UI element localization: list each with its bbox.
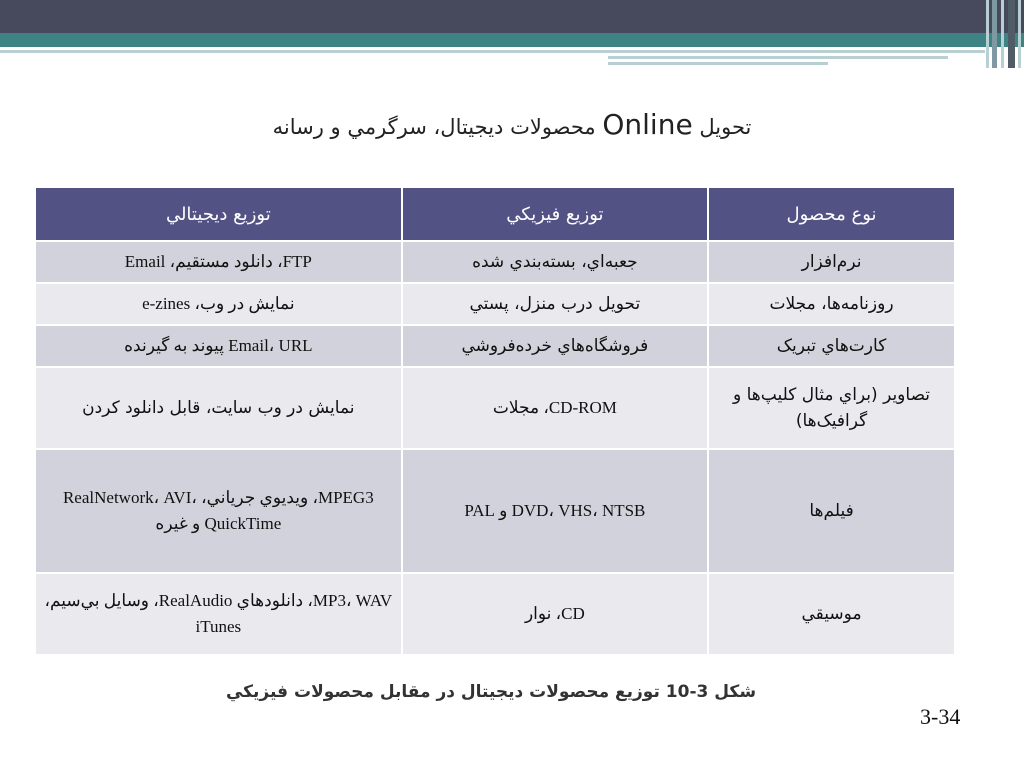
table-header-row: [35, 187, 955, 241]
title-part-post: محصولات ديجيتال، سرگرمي و رسانه: [272, 115, 603, 139]
header-teal-band: [0, 33, 1024, 47]
distribution-table: [34, 186, 956, 656]
cell-digital: MPEG3، ويديوي جرياني، RealNetwork، AVI، QuickTime و غيره: [35, 449, 402, 573]
header-product-type: نوع محصول: [708, 187, 955, 241]
corner-stripe-4: [1008, 0, 1015, 68]
table-row: [35, 367, 955, 449]
header-physical-distribution: توزيع فيزيکي: [402, 187, 708, 241]
cell-physical: فروشگاه‌هاي خرده‌فروشي: [402, 325, 708, 367]
cell-product: نرم‌افزار: [708, 241, 955, 283]
header-rule-3: [608, 62, 828, 65]
corner-stripe-2: [992, 0, 997, 68]
cell-product: موسيقي: [708, 573, 955, 655]
header-dark-band: [0, 0, 1024, 33]
corner-stripe-3: [1001, 0, 1004, 68]
cell-digital: نمايش در وب سايت، قابل دانلود کردن: [35, 367, 402, 449]
header-digital-distribution: توزيع ديجيتالي: [35, 187, 402, 241]
header-rule-2: [608, 56, 948, 59]
cell-product: روزنامه‌ها، مجلات: [708, 283, 955, 325]
cell-digital: MP3، WAV، دانلودهاي RealAudio، وسايل بي‌سيم، iTunes: [35, 573, 402, 655]
header-rule-1: [0, 50, 985, 53]
cell-physical: تحويل درب منزل، پستي: [402, 283, 708, 325]
cell-physical: CD، نوار: [402, 573, 708, 655]
cell-physical: CD-ROM، مجلات: [402, 367, 708, 449]
cell-physical: جعبه‌اي، بسته‌بندي شده: [402, 241, 708, 283]
cell-product: کارت‌هاي تبريک: [708, 325, 955, 367]
cell-physical: DVD، VHS، NTSB و PAL: [402, 449, 708, 573]
corner-stripe-1: [986, 0, 989, 68]
table-row: [35, 325, 955, 367]
title-part-pre: تحويل: [692, 115, 752, 139]
cell-product: تصاوير (براي مثال کليپ‌ها و گرافيک‌ها): [708, 367, 955, 449]
table-row: [35, 573, 955, 655]
cell-digital: FTP، دانلود مستقيم، Email: [35, 241, 402, 283]
corner-stripe-5: [1018, 0, 1021, 68]
table-row: [35, 449, 955, 573]
cell-product: فيلم‌ها: [708, 449, 955, 573]
cell-digital: Email، URL پيوند به گيرنده: [35, 325, 402, 367]
cell-digital: نمايش در وب، e-zines: [35, 283, 402, 325]
table-row: [35, 283, 955, 325]
table-row: [35, 241, 955, 283]
page-number: 3-34: [920, 704, 961, 729]
slide-title: [0, 108, 1024, 141]
figure-caption: شکل 3-10 توزيع محصولات ديجيتال در مقابل محصولات فيزيکي: [225, 682, 757, 702]
title-part-online: Online: [602, 108, 693, 141]
